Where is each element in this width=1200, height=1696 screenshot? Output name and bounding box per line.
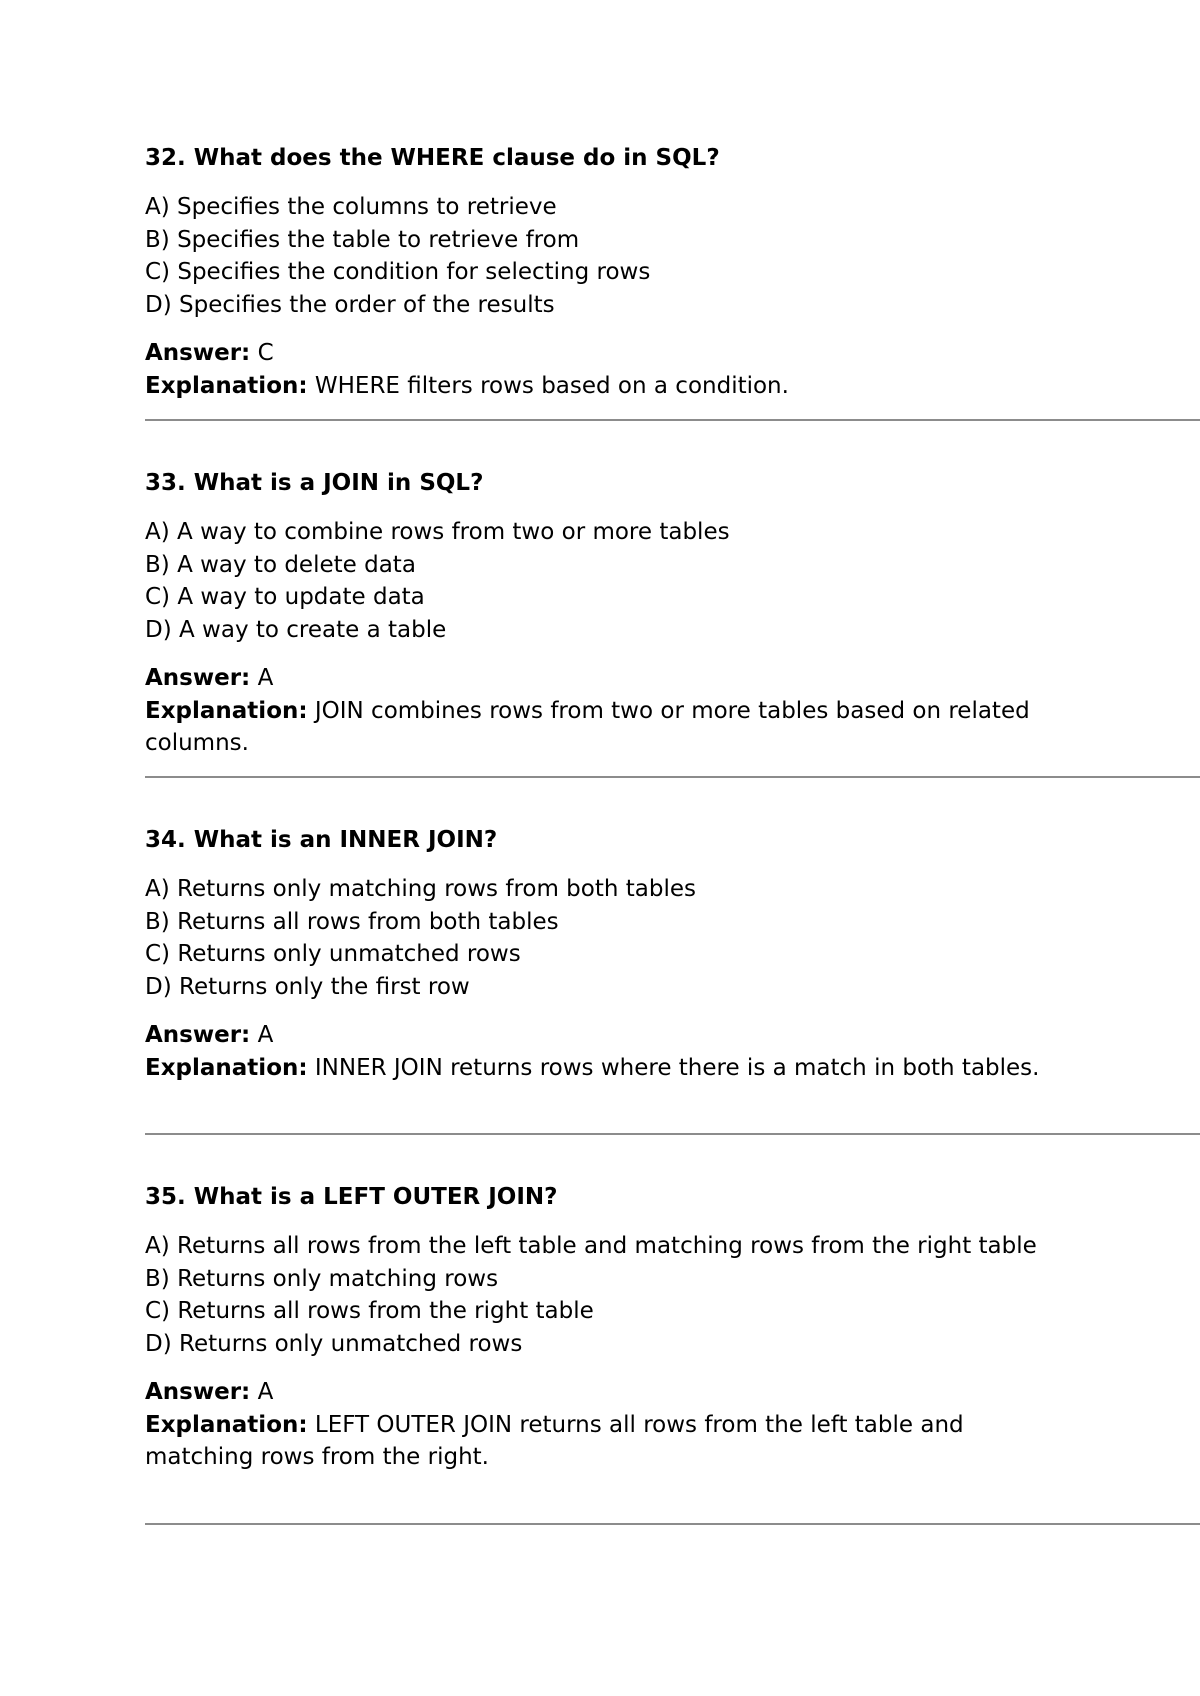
answer-line xyxy=(145,1019,1045,1052)
explanation-text: INNER JOIN returns rows where there is a match in both tables. xyxy=(314,1054,1040,1081)
options-list xyxy=(145,191,1200,321)
option-b: B) Returns only matching rows xyxy=(145,1265,499,1292)
explanation-line xyxy=(145,1052,1045,1085)
explanation-text: WHERE filters rows based on a condition. xyxy=(314,372,789,399)
explanation-line xyxy=(145,1409,1045,1474)
option-c: C) Returns all rows from the right table xyxy=(145,1298,594,1324)
answer-label: Answer: xyxy=(145,1022,251,1048)
options-list xyxy=(145,516,1200,646)
divider xyxy=(145,419,1200,421)
option-b: B) Returns all rows from both tables xyxy=(145,908,559,935)
explanation-text: JOIN combines rows from two or more tables based on related columns. xyxy=(145,697,1030,756)
option-d: D) A way to create a table xyxy=(145,616,447,643)
option-c: C) A way to update data xyxy=(145,584,425,610)
question-block-32 xyxy=(145,142,1200,402)
answer-line xyxy=(145,662,1045,695)
explanation-label: Explanation: xyxy=(145,697,308,724)
option-b: B) Specifies the table to retrieve from xyxy=(145,226,580,253)
option-a: A) Returns all rows from the left table and matching rows from the right table xyxy=(145,1233,1037,1259)
answer-line xyxy=(145,337,1045,370)
options-list xyxy=(145,873,1200,1003)
answer-section xyxy=(145,1376,1045,1474)
answer-value: A xyxy=(257,1022,274,1048)
question-block-34 xyxy=(145,824,1200,1084)
explanation-label: Explanation: xyxy=(145,1411,308,1438)
option-a: A) Specifies the columns to retrieve xyxy=(145,194,557,220)
option-d: D) Specifies the order of the results xyxy=(145,291,555,318)
answer-line xyxy=(145,1376,1045,1409)
question-title: 33. What is a JOIN in SQL? xyxy=(145,470,484,496)
answer-value: C xyxy=(257,340,274,366)
divider xyxy=(145,1133,1200,1135)
option-d: D) Returns only the first row xyxy=(145,973,470,1000)
explanation-text: LEFT OUTER JOIN returns all rows from the left table and matching rows from the right. xyxy=(145,1411,964,1470)
explanation-line xyxy=(145,695,1045,760)
divider xyxy=(145,776,1200,778)
answer-value: A xyxy=(257,665,274,691)
option-a: A) A way to combine rows from two or more tables xyxy=(145,519,730,545)
option-c: C) Returns only unmatched rows xyxy=(145,941,521,967)
option-a: A) Returns only matching rows from both tables xyxy=(145,876,696,902)
answer-section xyxy=(145,337,1045,402)
option-b: B) A way to delete data xyxy=(145,551,416,578)
option-d: D) Returns only unmatched rows xyxy=(145,1330,523,1357)
answer-label: Answer: xyxy=(145,665,251,691)
answer-label: Answer: xyxy=(145,1379,251,1405)
explanation-label: Explanation: xyxy=(145,1054,308,1081)
answer-section xyxy=(145,1019,1045,1084)
question-block-35 xyxy=(145,1181,1200,1474)
answer-label: Answer: xyxy=(145,340,251,366)
question-block-33 xyxy=(145,467,1200,760)
answer-section xyxy=(145,662,1045,760)
explanation-label: Explanation: xyxy=(145,372,308,399)
answer-value: A xyxy=(257,1379,274,1405)
explanation-line xyxy=(145,370,1045,403)
option-c: C) Specifies the condition for selecting rows xyxy=(145,259,651,285)
question-title: 32. What does the WHERE clause do in SQL? xyxy=(145,145,720,171)
question-title: 34. What is an INNER JOIN? xyxy=(145,827,498,853)
options-list xyxy=(145,1230,1200,1360)
question-title: 35. What is a LEFT OUTER JOIN? xyxy=(145,1184,558,1210)
divider xyxy=(145,1523,1200,1525)
